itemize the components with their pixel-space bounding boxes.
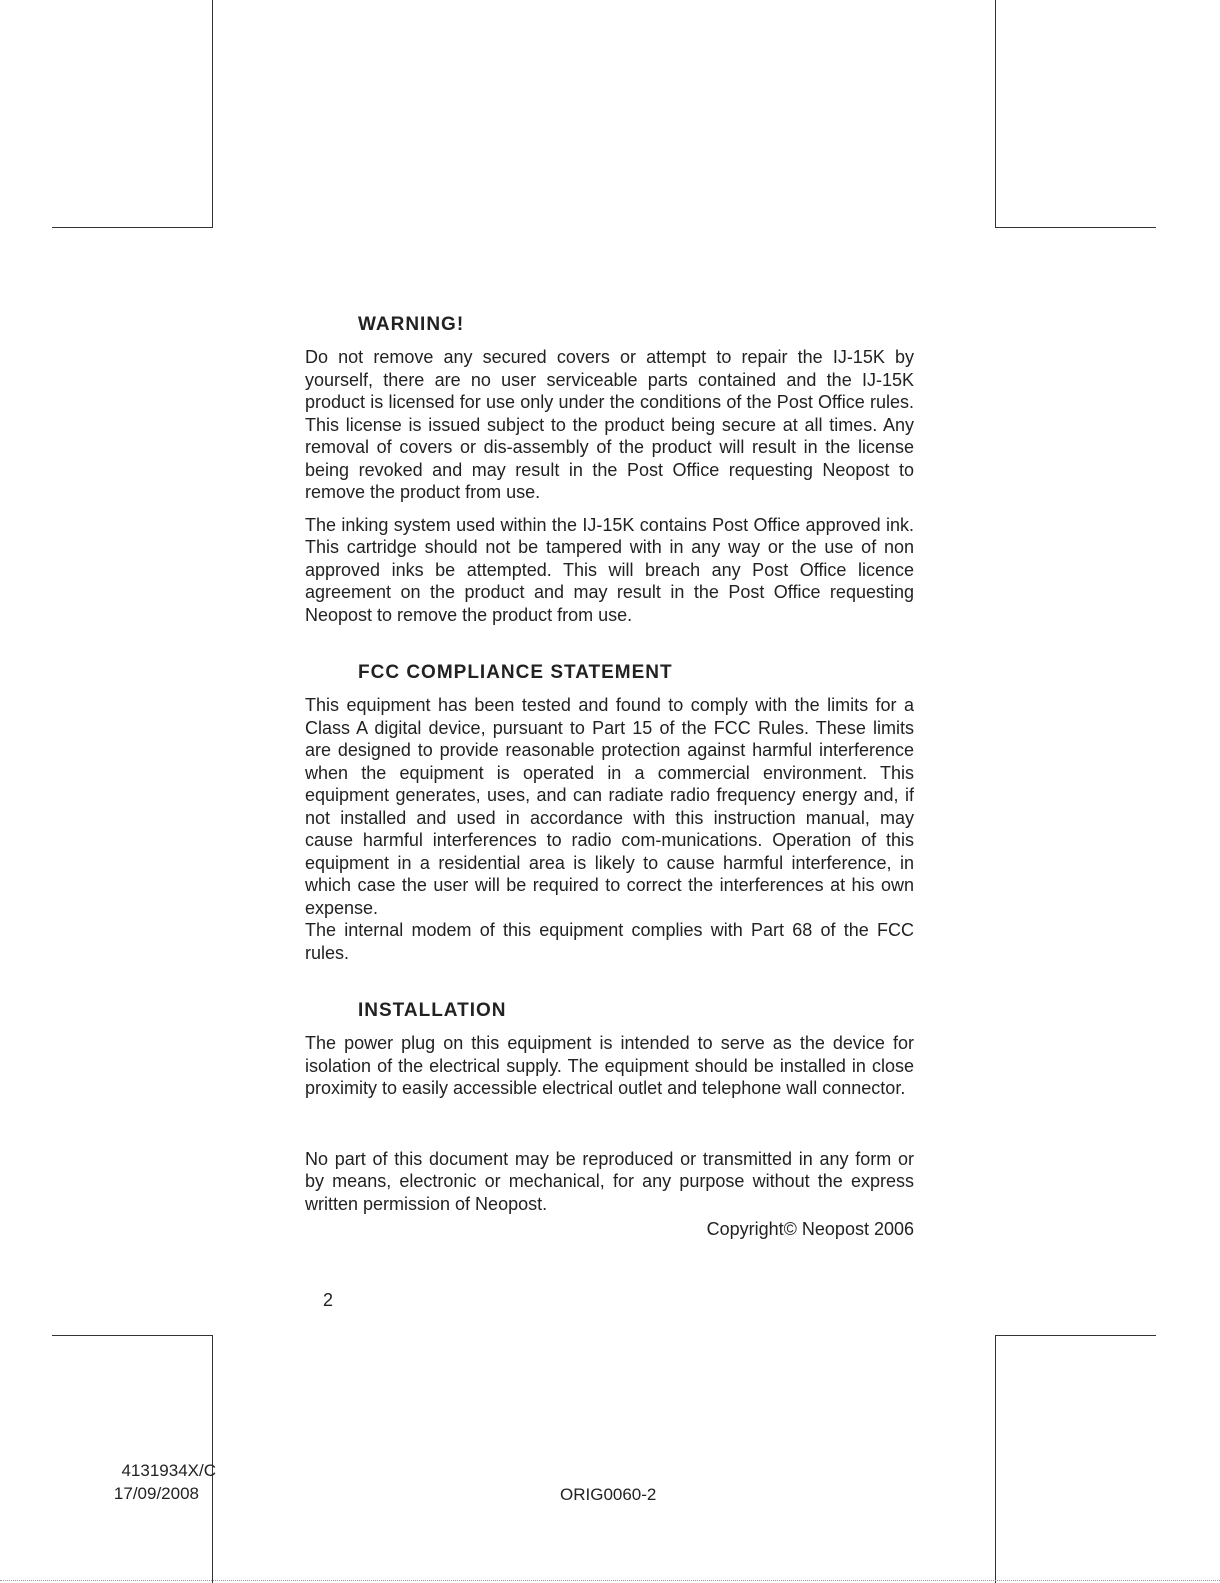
installation-heading: INSTALLATION — [358, 1000, 507, 1021]
warning-heading: WARNING! — [358, 314, 465, 335]
crop-mark-top-right-horizontal — [995, 227, 1156, 228]
fcc-heading: FCC COMPLIANCE STATEMENT — [358, 662, 673, 683]
fcc-paragraph-1: This equipment has been tested and found to comply with the limits for a Class A digital device, pursuant to Part 15 of the FCC Rules. These limits are designed to provide reasonable protection against harmful interference when the equipment is operated in a commercial environment. This equipment generates, uses, and can radiate radio frequency energy and, if not installed and used in accordance with this instruction manual, may cause harmful interferences to radio com-munications. Operation of this equipment in a residential area is likely to cause harmful interference, in which case the user will be required to correct the interferences at his own expense. — [305, 695, 914, 918]
warning-paragraph-2: The inking system used within the IJ-15K contains Post Office approved ink. This cartridge should not be tampered with in any way or the use of non approved inks be attempted. This will breach any Post Office licence agreement on the product and may result in the Post Office requesting Neopost to remove the product from use. — [305, 514, 914, 625]
crop-mark-bottom-left-vertical — [212, 1335, 213, 1583]
crop-mark-top-left-vertical — [212, 0, 213, 228]
document-code: 4131934X/C — [121, 1461, 216, 1480]
crop-mark-top-left-horizontal — [52, 227, 213, 228]
crop-mark-bottom-right-vertical — [995, 1335, 996, 1583]
copyright-line: Copyright© Neopost 2006 — [706, 1219, 914, 1239]
installation-paragraph: The power plug on this equipment is intended to serve as the device for isolation of the electrical supply. The equipment should be installed in close proximity to easily accessible electrical outlet and telephone wall connector. — [305, 1033, 914, 1098]
origin-code: ORIG0060-2 — [560, 1485, 657, 1504]
page-number: 2 — [323, 1290, 334, 1310]
crop-mark-bottom-right-horizontal — [995, 1335, 1156, 1336]
document-date: 17/09/2008 — [113, 1484, 199, 1503]
page-content — [305, 312, 914, 1241]
reproduction-notice: No part of this document may be reproduced or transmitted in any form or by means, electronic or mechanical, for any purpose without the express written permission of Neopost. — [305, 1148, 914, 1214]
warning-paragraph-1: Do not remove any secured covers or attempt to repair the IJ-15K by yourself, there are no user serviceable parts contained and the IJ-15K product is licensed for use only under the conditions of the Post Office rules. This license is issued subject to the product being secure at all times. Any removal of covers or dis-assembly of the product will result in the license being revoked and may result in the Post Office requesting Neopost to remove the product from use. — [305, 347, 914, 502]
crop-mark-top-right-vertical — [995, 0, 996, 228]
crop-mark-bottom-left-horizontal — [52, 1335, 213, 1336]
trim-line-dotted — [0, 1580, 1220, 1581]
fcc-paragraph-2: The internal modem of this equipment complies with Part 68 of the FCC rules. — [305, 920, 914, 963]
